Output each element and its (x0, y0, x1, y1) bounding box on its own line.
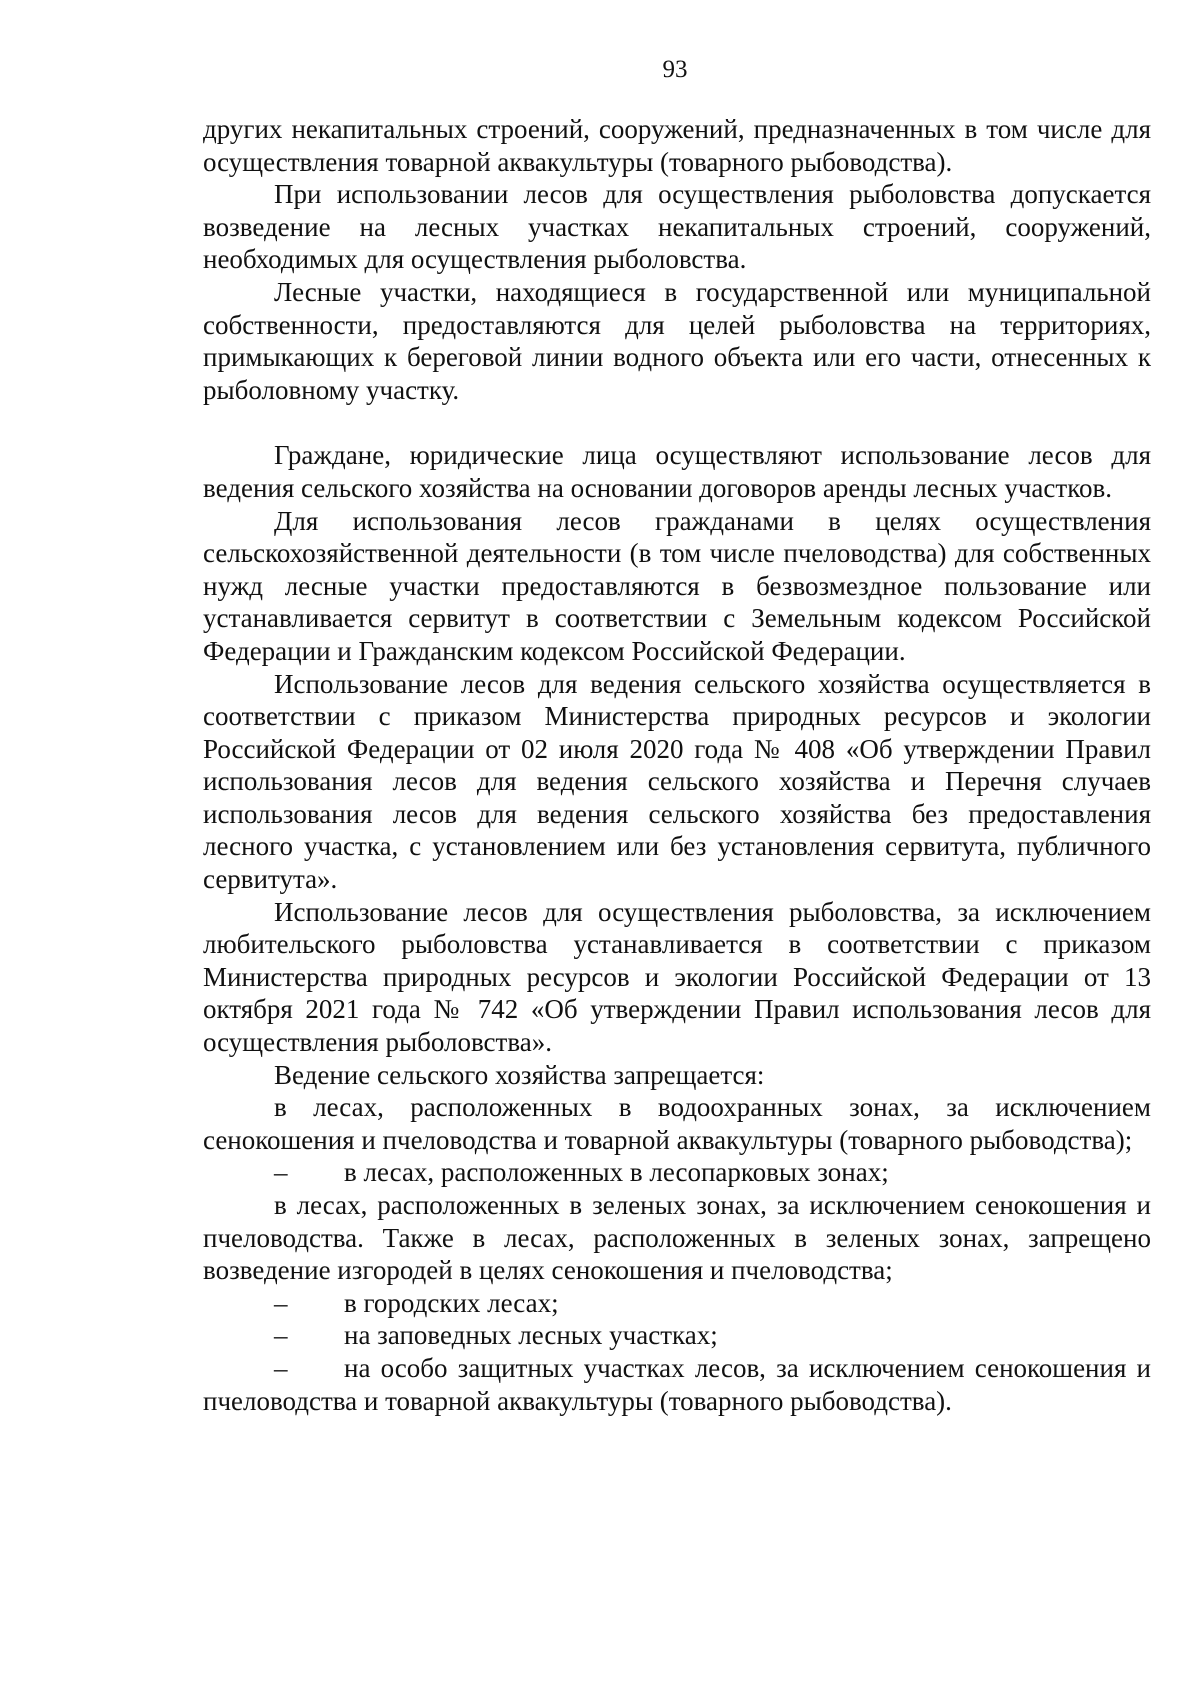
paragraph-order-408: Использование лесов для ведения сельского хозяйства осуществляется в соответствии с приказом Министерства природных ресурсов и экологии Российской Федерации от 02 июля 2020 года № 408 «Об утверждении Правил использования лесов для ведения сельского хозяйства и Перечня случаев использования лесов для ведения сельского хозяйства без предоставления лесного участка, с установлением или без установления сервитута, публичного сервитута». (203, 668, 1151, 895)
paragraph-fishing-plots: Лесные участки, находящиеся в государственной или муниципальной собственности, предоставляются для целей рыболовства на территориях, примыкающих к береговой линии водного объекта или его части, отнесенных к рыболовному участку. (203, 276, 1151, 405)
page-number: 93 (662, 56, 688, 83)
dash-marker: – (274, 1287, 288, 1318)
paragraph-continuation: других некапитальных строений, сооружений, предназначенных в том числе для осуществления товарной аквакультуры (товарного рыбоводства). (203, 114, 1151, 177)
dash-marker: – (274, 1157, 288, 1188)
document-body (203, 113, 1151, 1417)
list-item-reserved-plots (203, 1319, 1151, 1352)
list-item-text: на заповедных лесных участках; (344, 1320, 718, 1351)
dash-marker: – (274, 1320, 288, 1351)
list-item-text: в лесах, расположенных в лесопарковых зонах; (344, 1157, 889, 1188)
list-item-text: на особо защитных участках лесов, за исключением сенокошения и пчеловодства и товарной аквакультуры (товарного рыбоводства). (203, 1352, 1151, 1416)
paragraph-agriculture-lease: Граждане, юридические лица осуществляют использование лесов для ведения сельского хозяйства на основании договоров аренды лесных участков. (203, 440, 1151, 503)
paragraph-gap (203, 406, 1151, 439)
list-item-city-forests (203, 1287, 1151, 1320)
list-item-water-protection: в лесах, расположенных в водоохранных зонах, за исключением сенокошения и пчеловодства и товарной аквакультуры (товарного рыбоводства); (203, 1092, 1151, 1155)
dash-marker: – (274, 1352, 288, 1383)
list-item-green-zones: в лесах, расположенных в зеленых зонах, за исключением сенокошения и пчеловодства. Также в лесах, расположенных в зеленых зонах, запрещено возведение изгородей в целях сенокошения и пчеловодства; (203, 1190, 1151, 1286)
paragraph-order-742: Использование лесов для осуществления рыболовства, за исключением любительского рыболовства устанавливается в соответствии с приказом Министерства природных ресурсов и экологии Российской Федерации от 13 октября 2021 года № 742 «Об утверждении Правил использования лесов для осуществления рыболовства». (203, 896, 1151, 1058)
list-item-protected-plots (203, 1352, 1151, 1417)
paragraph-fishing-structures: При использовании лесов для осуществления рыболовства допускается возведение на лесных участках некапитальных строений, сооружений, необходимых для осуществления рыболовства. (203, 179, 1151, 275)
list-item-forest-park (203, 1156, 1151, 1189)
paragraph-citizens-agriculture: Для использования лесов гражданами в целях осуществления сельскохозяйственной деятельности (в том числе пчеловодства) для собственных нужд лесные участки предоставляются в безвозмездное пользование или устанавливается сервитут в соответствии с Земельным кодексом Российской Федерации и Гражданским кодексом Российской Федерации. (203, 505, 1151, 666)
list-item-text: в городских лесах; (344, 1287, 559, 1318)
paragraph-prohibition-heading: Ведение сельского хозяйства запрещается: (274, 1059, 765, 1090)
